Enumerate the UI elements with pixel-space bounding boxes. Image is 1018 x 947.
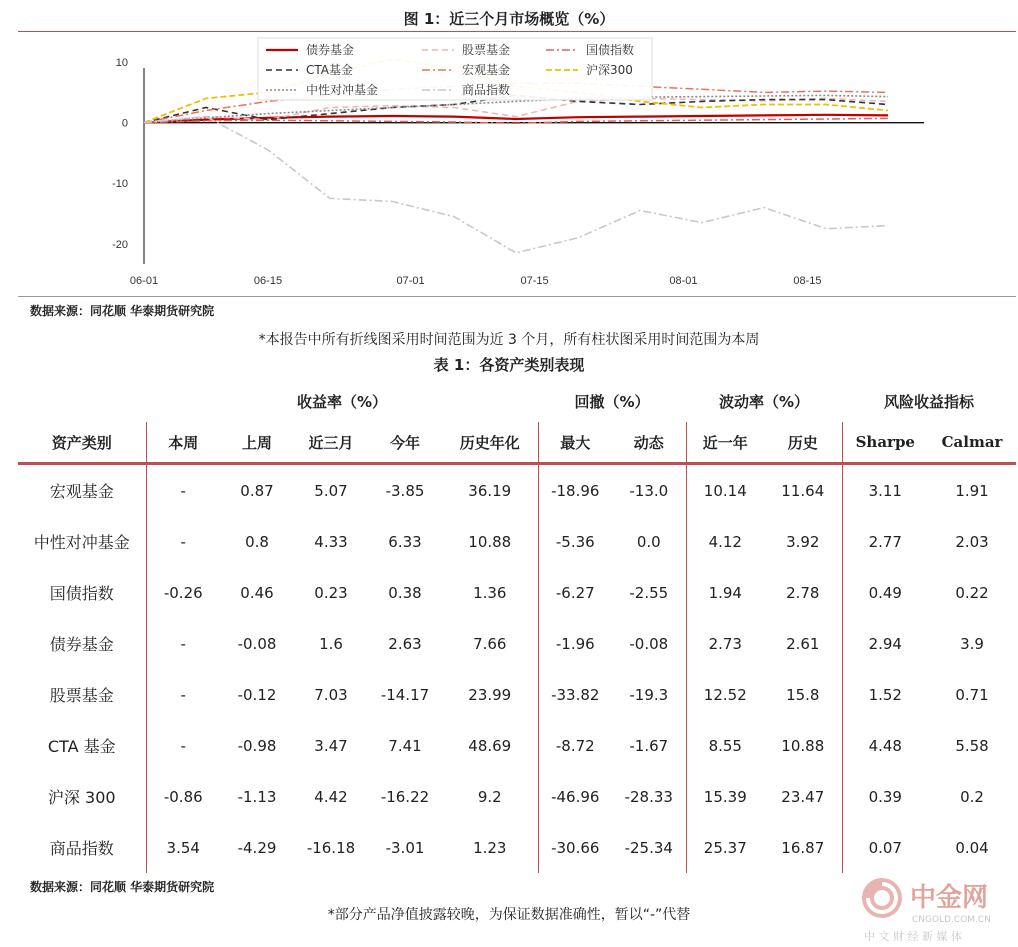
table-cell: 2.77 bbox=[842, 516, 928, 567]
table-cell: -5.36 bbox=[538, 516, 612, 567]
table-cell: 1.6 bbox=[319, 634, 343, 653]
table-row bbox=[18, 771, 1016, 822]
table-cell: -0.86 bbox=[146, 771, 220, 822]
table-cell: - bbox=[146, 669, 220, 720]
chart-note: *本报告中所有折线图采用时间范围为近 3 个月，所有柱状图采用时间范围为本周 bbox=[258, 332, 760, 348]
col-this-week: 本周 bbox=[146, 422, 220, 464]
table-cell: 3.54 bbox=[146, 822, 220, 873]
table-cell: 5.07 bbox=[314, 481, 348, 500]
col-vol-1y: 近一年 bbox=[686, 422, 764, 464]
table-cell: -0.08 bbox=[629, 634, 669, 653]
group-risk-return: 风险收益指标 bbox=[884, 392, 975, 411]
col-sharpe: Sharpe bbox=[842, 422, 928, 464]
x-tick-label: 07-01 bbox=[396, 275, 425, 287]
legend-label: 国债指数 bbox=[586, 43, 635, 57]
table-cell: 2.73 bbox=[686, 618, 764, 669]
table-cell: 1.36 bbox=[473, 583, 507, 602]
y-tick-label: -10 bbox=[112, 178, 128, 191]
table-cell: -1.13 bbox=[237, 787, 277, 806]
table-cell: 4.33 bbox=[314, 532, 348, 551]
table-cell: 15.8 bbox=[786, 685, 820, 704]
table-cell: -19.3 bbox=[629, 685, 669, 704]
table-cell: -1.96 bbox=[538, 618, 612, 669]
table-cell: 7.66 bbox=[473, 634, 507, 653]
table-cell: -8.72 bbox=[538, 720, 612, 771]
x-tick-label: 06-01 bbox=[129, 275, 159, 287]
table-note: *部分产品净值披露较晚，为保证数据准确性，暂以“-”代替 bbox=[327, 907, 691, 923]
asset-name-cell: 宏观基金 bbox=[49, 482, 114, 501]
table-cell: 2.94 bbox=[842, 618, 928, 669]
legend-label: 商品指数 bbox=[462, 83, 511, 97]
table-cell: -28.33 bbox=[624, 787, 673, 806]
table-cell: - bbox=[146, 464, 220, 517]
table-cell: 7.03 bbox=[314, 685, 348, 704]
table-row bbox=[18, 618, 1016, 669]
x-tick-label: 08-01 bbox=[669, 275, 698, 287]
table-cell: 3.92 bbox=[786, 532, 820, 551]
table-cell: 36.19 bbox=[468, 481, 512, 500]
table-cell: -46.96 bbox=[538, 771, 612, 822]
asset-name-cell: 债券基金 bbox=[49, 635, 114, 654]
table-cell: - bbox=[146, 618, 220, 669]
figure-title: 图 1：近三个月市场概览（%） bbox=[403, 10, 615, 28]
col-dynamic-drawdown: 动态 bbox=[612, 422, 686, 464]
table-cell: -30.66 bbox=[538, 822, 612, 873]
table-cell: 8.55 bbox=[686, 720, 764, 771]
table-cell: 2.78 bbox=[786, 583, 820, 602]
market-overview-chart bbox=[18, 36, 938, 292]
table-cell: -16.18 bbox=[306, 838, 356, 857]
table-cell: -4.29 bbox=[237, 838, 277, 857]
table-cell: -33.82 bbox=[538, 669, 612, 720]
table-cell: 10.14 bbox=[686, 464, 764, 517]
legend-label: 债券基金 bbox=[306, 43, 355, 57]
asset-name-cell: 国债指数 bbox=[49, 584, 114, 603]
asset-performance-table bbox=[18, 380, 1016, 873]
table-cell: 0.39 bbox=[842, 771, 928, 822]
legend-label: 宏观基金 bbox=[462, 63, 511, 77]
table-cell: 10.88 bbox=[781, 736, 825, 755]
series-line-7 bbox=[144, 117, 888, 253]
col-ytd: 今年 bbox=[368, 422, 442, 464]
logo-domain: CNGOLD.COM.CN bbox=[912, 915, 991, 925]
table-cell: 1.23 bbox=[473, 838, 507, 857]
table-cell: 48.69 bbox=[468, 736, 512, 755]
asset-name-cell: CTA 基金 bbox=[47, 737, 116, 756]
table-cell: -14.17 bbox=[380, 685, 430, 704]
group-returns: 收益率（%） bbox=[297, 392, 388, 411]
table-cell: -16.22 bbox=[380, 787, 430, 806]
table-row bbox=[18, 720, 1016, 771]
table-cell: -6.27 bbox=[538, 567, 612, 618]
col-max-drawdown: 最大 bbox=[538, 422, 612, 464]
table-group-header bbox=[18, 380, 1016, 422]
table-cell: -18.96 bbox=[538, 464, 612, 517]
table-cell: -0.12 bbox=[237, 685, 277, 704]
table-cell: 6.33 bbox=[388, 532, 422, 551]
table-cell: -0.08 bbox=[237, 634, 277, 653]
table-cell: -0.98 bbox=[237, 736, 277, 755]
table-cell: 4.48 bbox=[842, 720, 928, 771]
legend-label: 股票基金 bbox=[462, 43, 511, 57]
table-cell: 2.61 bbox=[786, 634, 820, 653]
table-cell: 23.99 bbox=[468, 685, 512, 704]
table-source: 数据来源：同花顺 华泰期货研究院 bbox=[30, 880, 215, 894]
group-volatility: 波动率（%） bbox=[719, 392, 810, 411]
table-cell: 0.71 bbox=[955, 685, 989, 704]
x-tick-label: 08-15 bbox=[793, 275, 822, 287]
table-cell: -3.01 bbox=[385, 838, 425, 857]
table-cell: 0.22 bbox=[955, 583, 989, 602]
chart-source: 数据来源：同花顺 华泰期货研究院 bbox=[30, 304, 215, 318]
col-last-week: 上周 bbox=[220, 422, 294, 464]
y-tick-label: 0 bbox=[121, 117, 128, 130]
table-cell: 2.03 bbox=[955, 532, 989, 551]
table-title: 表 1：各资产类别表现 bbox=[433, 356, 585, 374]
table-cell: 3.9 bbox=[960, 634, 984, 653]
table-cell: 11.64 bbox=[781, 481, 825, 500]
table-cell: 25.37 bbox=[686, 822, 764, 873]
cngold-logo bbox=[858, 870, 1016, 944]
x-tick-label: 07-15 bbox=[520, 275, 549, 287]
table-cell: 1.91 bbox=[955, 481, 989, 500]
table-cell: 1.94 bbox=[686, 567, 764, 618]
table-cell: - bbox=[146, 516, 220, 567]
table-cell: 2.63 bbox=[388, 634, 422, 653]
table-cell: 5.58 bbox=[955, 736, 989, 755]
table-cell: 12.52 bbox=[686, 669, 764, 720]
logo-tagline: 中 文 财 经 新 媒 体 bbox=[864, 930, 962, 943]
table-row bbox=[18, 464, 1016, 517]
table-cell: 7.41 bbox=[388, 736, 422, 755]
col-vol-hist: 历史 bbox=[764, 422, 842, 464]
table-cell: 0.87 bbox=[240, 481, 274, 500]
legend-label: 沪深300 bbox=[586, 63, 633, 77]
chart-bottom-rule bbox=[18, 296, 1016, 297]
table-cell: -2.55 bbox=[629, 583, 669, 602]
table-row bbox=[18, 822, 1016, 873]
table-cell: -13.0 bbox=[629, 481, 669, 500]
table-cell: 0.04 bbox=[955, 838, 989, 857]
col-annualized: 历史年化 bbox=[442, 422, 538, 464]
table-cell: 4.42 bbox=[314, 787, 348, 806]
table-cell: -1.67 bbox=[629, 736, 669, 755]
table-cell: 1.52 bbox=[842, 669, 928, 720]
group-drawdown: 回撤（%） bbox=[574, 392, 650, 411]
table-cell: 23.47 bbox=[781, 787, 825, 806]
figure-title-rule bbox=[18, 31, 1016, 32]
table-cell: 16.87 bbox=[781, 838, 825, 857]
asset-name-cell: 沪深 300 bbox=[47, 788, 116, 807]
col-calmar: Calmar bbox=[928, 422, 1016, 464]
asset-name-cell: 中性对冲基金 bbox=[33, 533, 130, 552]
table-cell: 0.49 bbox=[842, 567, 928, 618]
table-cell: 0.38 bbox=[388, 583, 422, 602]
col-asset-class: 资产类别 bbox=[18, 422, 146, 464]
legend-label: CTA基金 bbox=[306, 63, 353, 77]
table-cell: 0.23 bbox=[314, 583, 348, 602]
table-cell: 9.2 bbox=[477, 787, 502, 806]
table-cell: 4.12 bbox=[686, 516, 764, 567]
table-cell: 0.8 bbox=[245, 532, 269, 551]
table-cell: - bbox=[146, 720, 220, 771]
table-cell: -3.85 bbox=[385, 481, 425, 500]
table-cell: 15.39 bbox=[686, 771, 764, 822]
table-column-header bbox=[18, 422, 1016, 464]
table-row bbox=[18, 516, 1016, 567]
table-cell: 10.88 bbox=[468, 532, 512, 551]
table-cell: 3.11 bbox=[842, 464, 928, 517]
table-cell: -0.26 bbox=[146, 567, 220, 618]
table-cell: 0.46 bbox=[240, 583, 274, 602]
legend-label: 中性对冲基金 bbox=[306, 83, 379, 97]
logo-name: 中金网 bbox=[910, 883, 989, 913]
asset-name-cell: 商品指数 bbox=[49, 839, 114, 858]
table-row bbox=[18, 567, 1016, 618]
table-cell: 0.2 bbox=[960, 787, 984, 806]
table-row bbox=[18, 669, 1016, 720]
table-cell: -25.34 bbox=[624, 838, 673, 857]
table-cell: 3.47 bbox=[314, 736, 348, 755]
table-cell: 0.0 bbox=[636, 532, 661, 551]
asset-name-cell: 股票基金 bbox=[49, 686, 114, 705]
x-tick-label: 06-15 bbox=[253, 275, 283, 287]
table-cell: 0.07 bbox=[842, 822, 928, 873]
col-three-months: 近三月 bbox=[294, 422, 368, 464]
y-tick-label: 10 bbox=[115, 57, 128, 70]
y-tick-label: -20 bbox=[112, 238, 128, 251]
